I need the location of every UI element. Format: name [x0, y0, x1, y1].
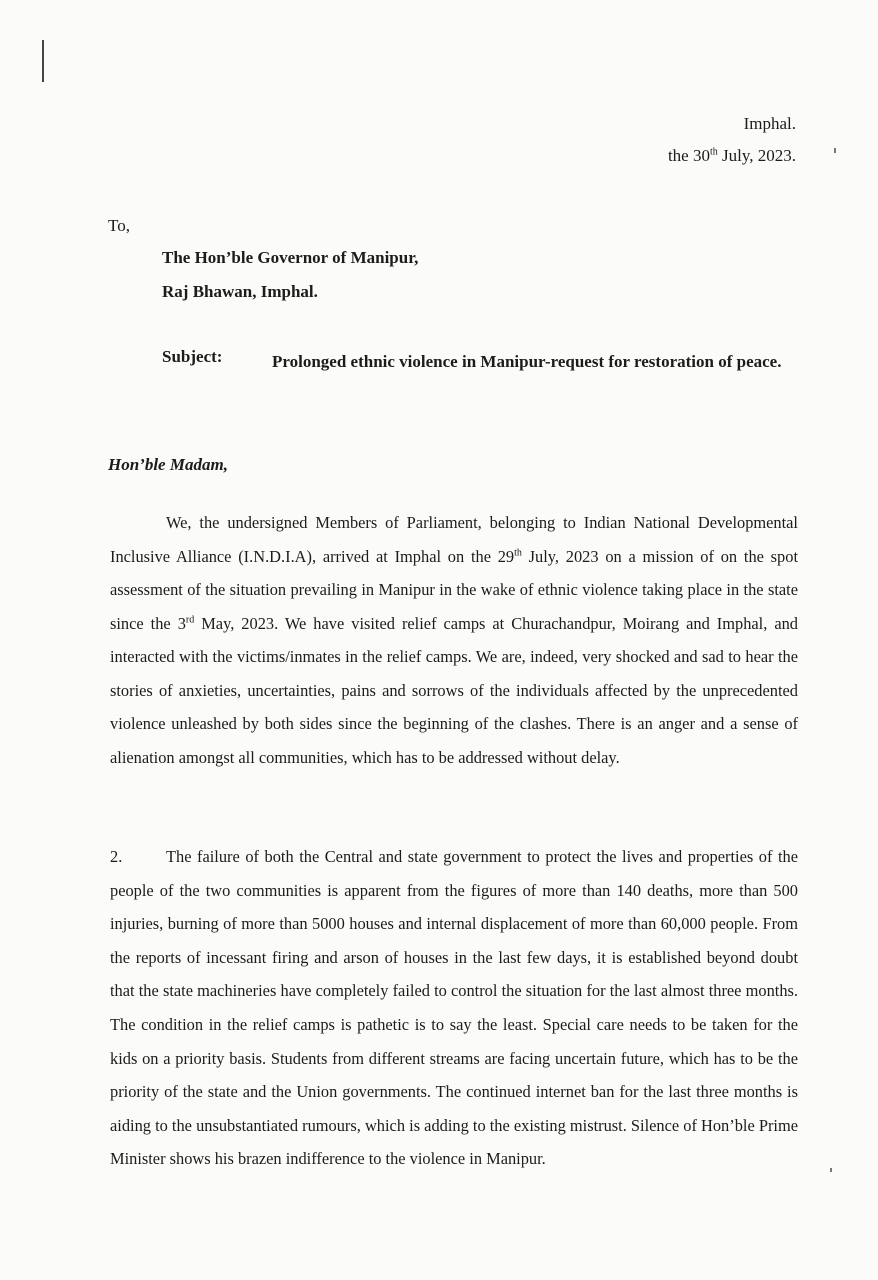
to-label: To,: [108, 216, 130, 235]
date-prefix: the 30: [667, 146, 710, 165]
margin-pen-mark: [42, 40, 44, 82]
paragraph-1-ordinal-1: th: [514, 547, 522, 559]
subject-label: Subject:: [162, 347, 223, 366]
date-suffix: July, 2023.: [717, 146, 796, 165]
paragraph-number: 2.: [110, 847, 123, 866]
paragraph-1-part-1: We, the undersigned Members of Parliament, belonging to Indian National Developmental Inclusive Alliance (I.N.D.I.A), arrived at Imphal on the 29: [110, 513, 798, 566]
letter-date: [668, 146, 796, 166]
date-ordinal: th: [709, 146, 718, 158]
subject-text: Prolonged ethnic violence in Manipur-request for restoration of peace.: [272, 352, 782, 371]
paragraph-1-part-2: July, 2023 on a mission of on the spot assessment of the situation prevailing in Manipur in the wake of ethnic violence taking place in the state since the 3: [110, 546, 798, 633]
paragraph-1-ordinal-2: rd: [185, 614, 195, 626]
body-paragraph-2: [110, 840, 798, 1176]
salutation: Hon’ble Madam,: [108, 455, 228, 474]
recipient-address: Raj Bhawan, Imphal.: [162, 282, 318, 301]
body-paragraph-1: [110, 506, 798, 774]
paragraph-2-text: The failure of both the Central and state government to protect the lives and properties of the people of the two communities is apparent from the figures of more than 140 deaths, more than 500 injuries, burning of more than 5000 houses and internal displacement of more than 60,000 people. From the reports of incessant firing and arson of houses in the last few days, it is established beyond doubt that the state machineries have completely failed to control the situation for the last almost three months. The condition in the relief camps is pathetic is to say the least. Special care needs to be taken for the kids on a priority basis. Students from different streams are facing uncertain future, which has to be the priority of the state and the Union governments. The continued internet ban for the last three months is aiding to the unsubstantiated rumours, which is adding to the existing mistrust. Silence of Hon’ble Prime Minister shows his brazen indifference to the violence in Manipur.: [110, 847, 798, 1169]
scan-speck: [834, 148, 836, 153]
recipient-title: The Hon’ble Governor of Manipur,: [162, 248, 419, 267]
paragraph-1-part-3: May, 2023. We have visited relief camps at Churachandpur, Moirang and Imphal, and interacted with the victims/inmates in the relief camps. We are, indeed, very shocked and sad to hear the stories of anxieties, uncertainties, pains and sorrows of the individuals affected by the unprecedented violence unleashed by both sides since the beginning of the clashes. There is an anger and a sense of alienation amongst all communities, which has to be addressed without delay.: [110, 613, 798, 767]
letter-place: Imphal.: [743, 114, 796, 133]
scan-speck: [830, 1168, 832, 1172]
